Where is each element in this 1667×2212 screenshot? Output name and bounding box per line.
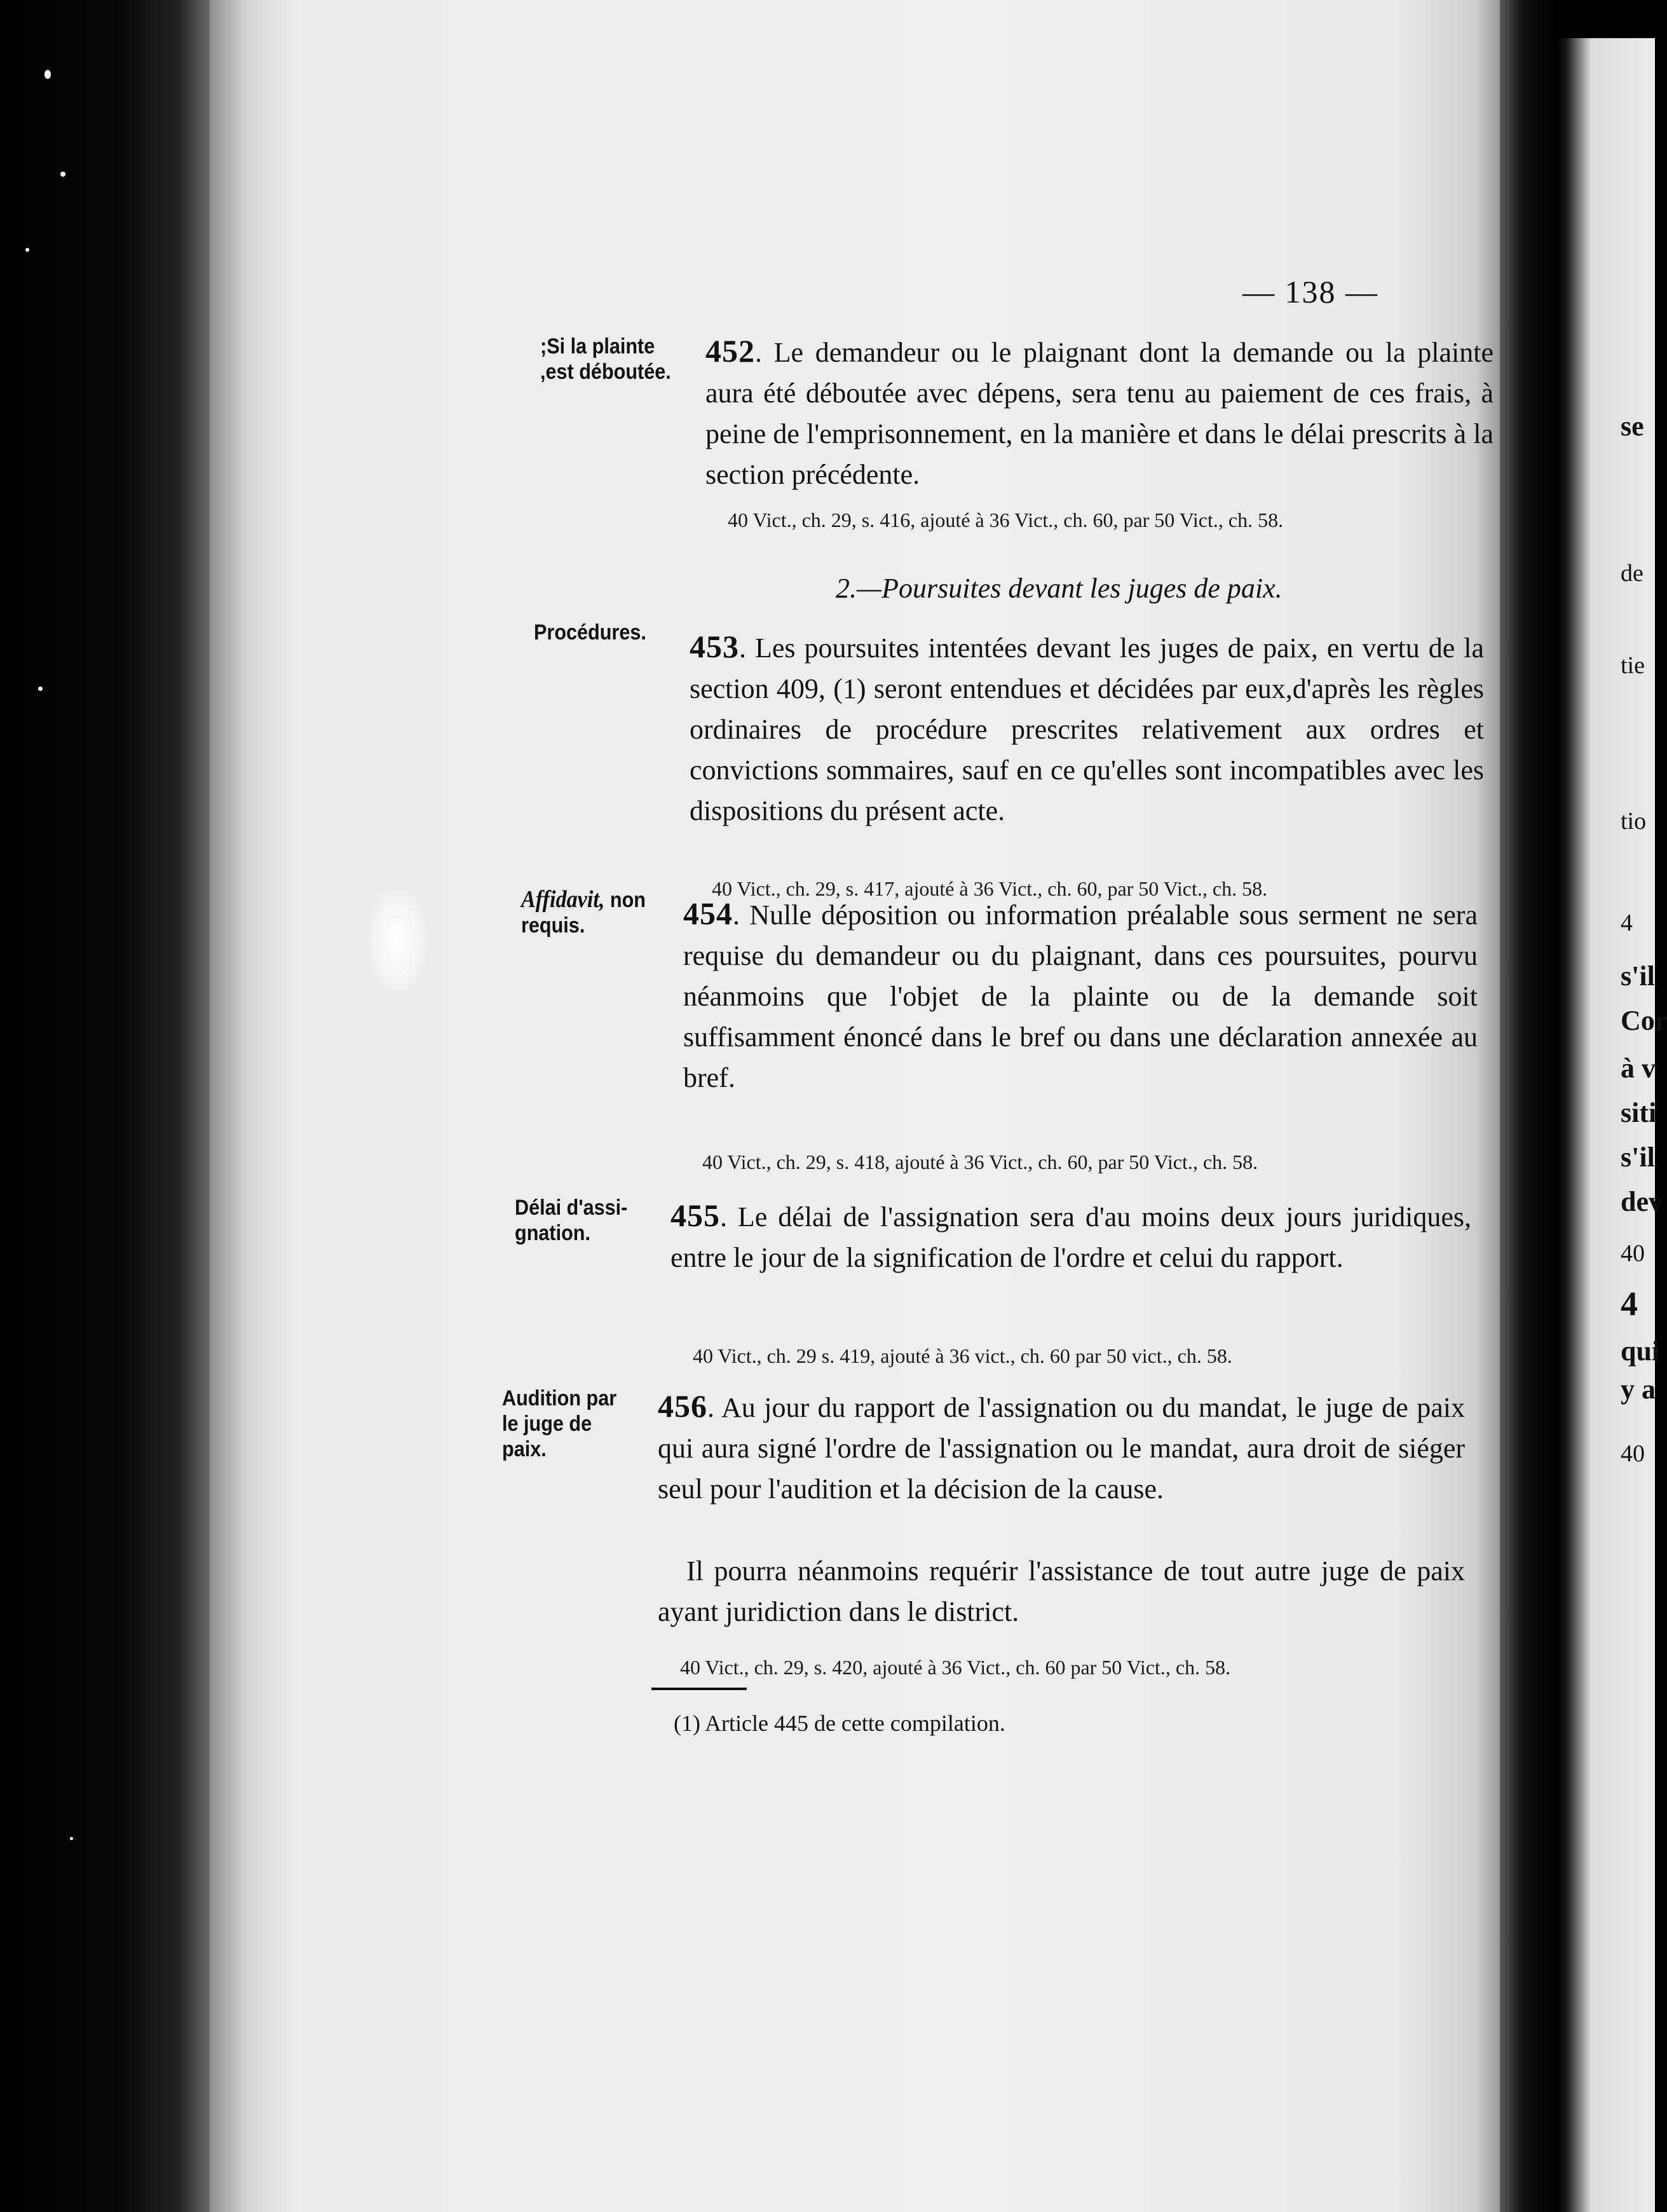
margin-note-452 xyxy=(540,334,671,385)
margin-note-453 xyxy=(534,620,646,645)
next-page-fragment: tio xyxy=(1621,808,1647,835)
margin-note-454 xyxy=(521,887,646,938)
next-page-fragment: tie xyxy=(1621,652,1645,679)
citation-454: 40 Vict., ch. 29, s. 418, ajouté à 36 Vict., ch. 60, par 50 Vict., ch. 58. xyxy=(702,1150,1258,1173)
paper-stain xyxy=(369,890,426,992)
citation-456: 40 Vict., ch. 29, s. 420, ajouté à 36 Vict., ch. 60 par 50 Vict., ch. 58. xyxy=(680,1656,1231,1679)
margin-note-line xyxy=(521,887,646,913)
page-number: — 138 — xyxy=(1242,274,1378,310)
section-452 xyxy=(705,331,1493,495)
citation-453: 40 Vict., ch. 29, s. 417, ajouté à 36 Vict., ch. 60, par 50 Vict., ch. 58. xyxy=(712,877,1268,900)
scan-border-left xyxy=(0,0,210,2212)
book-gutter xyxy=(1500,0,1557,2212)
section-text: . Au jour du rapport de l'assignation ou du mandat, le juge de paix qui aura signé l'ordre de l'assignation ou le mandat, aura droit de siéger seul pour l'audition et la décision de la cause. xyxy=(658,1392,1465,1505)
next-page-fragment: 40 xyxy=(1621,1440,1645,1467)
section-454 xyxy=(683,893,1478,1098)
margin-note-line: le juge de xyxy=(502,1412,592,1436)
scan-speck xyxy=(70,1837,73,1840)
next-page-fragment: y a xyxy=(1621,1374,1656,1405)
margin-note-line: paix. xyxy=(502,1437,547,1461)
next-page-fragment: s'il xyxy=(1621,1142,1655,1173)
next-page-fragment: 40 xyxy=(1621,1240,1645,1267)
margin-note-line: ,est déboutée. xyxy=(540,360,671,384)
section-number: 452 xyxy=(705,333,755,369)
next-page-fragment: qui xyxy=(1621,1335,1660,1367)
subheading: 2.—Poursuites devant les juges de paix. xyxy=(836,573,1283,604)
scan-speck xyxy=(60,172,65,177)
citation-455: 40 Vict., ch. 29 s. 419, ajouté à 36 vict., ch. 60 par 50 vict., ch. 58. xyxy=(693,1344,1232,1367)
margin-note-455 xyxy=(515,1195,627,1246)
margin-note-line: ;Si la plainte xyxy=(540,334,655,358)
footnote: (1) Article 445 de cette compilation. xyxy=(674,1710,1005,1736)
section-453 xyxy=(690,626,1484,831)
next-page-fragment: 4 xyxy=(1621,910,1633,936)
next-page-fragment: 4 xyxy=(1621,1285,1638,1323)
margin-note-line: Délai d'assi- xyxy=(515,1196,628,1220)
scan-speck xyxy=(25,248,29,252)
section-text: . Les poursuites intentées devant les juges de paix, en vertu de la section 409, (1) seront entendues et décidées par eux,d'après les règles ordinaires de procédure prescrites relativement aux ordres et convictions sommaires, sauf en ce qu'elles sont incompatibles avec les dispositions du présent acte. xyxy=(690,632,1484,826)
scan-speck xyxy=(44,70,51,79)
scan-speck xyxy=(38,686,43,691)
margin-note-456 xyxy=(502,1386,616,1462)
margin-note-italic: Affidavit, xyxy=(521,886,605,913)
section-456 xyxy=(658,1386,1465,1510)
next-page-fragment: se xyxy=(1621,411,1644,442)
section-number: 456 xyxy=(658,1388,707,1424)
next-page-fragment: Cor xyxy=(1621,1005,1667,1036)
section-text: . Nulle déposition ou information préalable sous serment ne sera requise du demandeur ou du plaignant, dans ces poursuites, pourvu néanmoins que l'objet de la plainte ou de la demande soit suffisamment énoncé dans le bref ou dans une déclaration annexée au bref. xyxy=(683,899,1478,1093)
section-456-paragraph-2: Il pourra néanmoins requérir l'assistance de tout autre juge de paix ayant juridiction dans le district. xyxy=(658,1555,1465,1627)
margin-note-line: requis. xyxy=(521,913,585,938)
section-number: 455 xyxy=(670,1198,720,1233)
next-page-fragment: dev xyxy=(1621,1186,1663,1217)
next-page-fragment: s'il xyxy=(1621,960,1655,992)
margin-note-line: gnation. xyxy=(515,1221,590,1245)
margin-note-line: Procédures. xyxy=(534,620,646,645)
margin-note-rest: non xyxy=(604,888,646,912)
citation-452: 40 Vict., ch. 29, s. 416, ajouté à 36 Vict., ch. 60, par 50 Vict., ch. 58. xyxy=(728,509,1284,531)
footnote-rule xyxy=(651,1688,747,1690)
next-page-fragment: à v xyxy=(1621,1053,1656,1084)
next-page-fragment: siti xyxy=(1621,1097,1657,1128)
margin-note-line: Audition par xyxy=(502,1386,617,1410)
next-page-fragment: de xyxy=(1621,560,1643,587)
section-text: . Le délai de l'assignation sera d'au moins deux jours juridiques, entre le jour de la signification de l'ordre et celui du rapport. xyxy=(670,1201,1471,1273)
section-number: 453 xyxy=(690,629,739,664)
section-number: 454 xyxy=(683,896,733,931)
section-text: . Le demandeur ou le plaignant dont la demande ou la plainte aura été déboutée avec dépens, sera tenu au paiement de ces frais, à peine de l'emprisonnement, en la manière et dans le délai prescrits à la section précédente. xyxy=(705,337,1493,490)
adjacent-page-edge xyxy=(1557,38,1667,2212)
book-page xyxy=(210,0,1500,2212)
section-455 xyxy=(670,1195,1471,1278)
